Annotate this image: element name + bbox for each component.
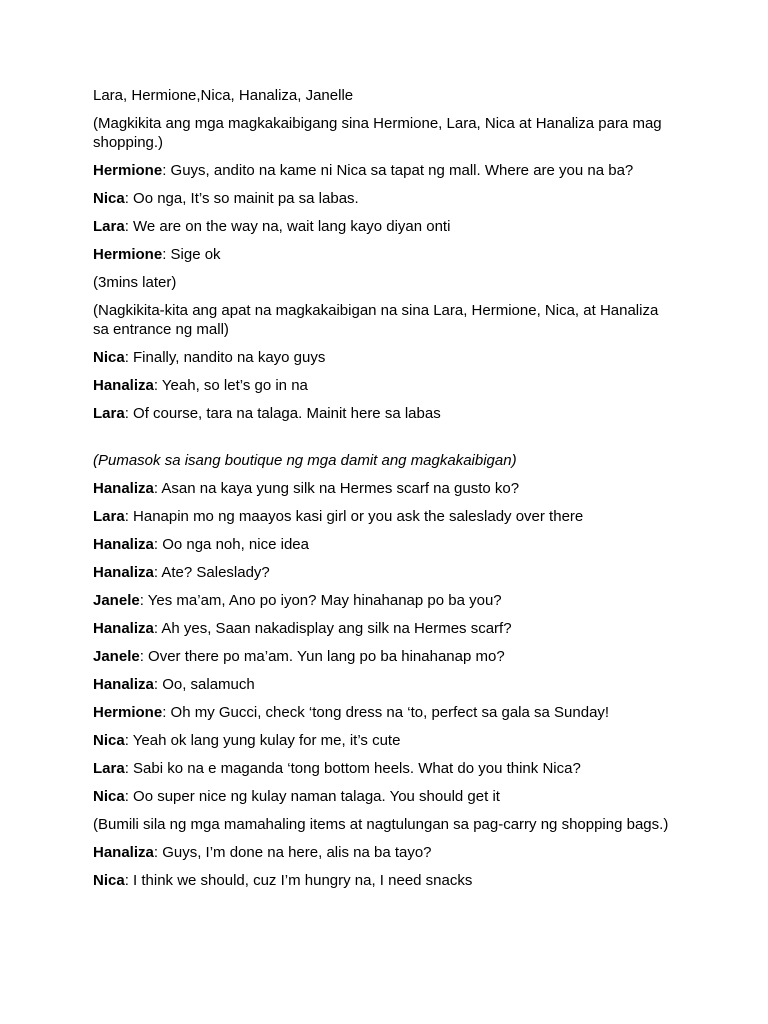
dialogue-text: : Guys, andito na kame ni Nica sa tapat ng mall. Where are you na ba?: [162, 162, 634, 179]
dialogue-line: [93, 703, 673, 722]
dialogue-text: : We are on the way na, wait lang kayo diyan onti: [124, 218, 451, 235]
speaker-name: Nica: [93, 349, 125, 366]
speaker-name: Hanaliza: [93, 377, 154, 394]
dialogue-line: [93, 348, 673, 367]
dialogue-line: [93, 376, 673, 395]
speaker-name: Hanaliza: [93, 676, 154, 693]
speaker-name: Hermione: [93, 162, 163, 179]
dialogue-text: : Ah yes, Saan nakadisplay ang silk na Hermes scarf?: [153, 620, 512, 637]
speaker-name: Hermione: [93, 246, 163, 263]
dialogue-text: : Oo nga noh, nice idea: [153, 536, 309, 553]
stage-direction-italic: (Pumasok sa isang boutique ng mga damit ang magkakaibigan): [93, 452, 517, 469]
dialogue-line: [93, 871, 673, 890]
dialogue-text: : Oo, salamuch: [153, 676, 255, 693]
dialogue-line: [93, 787, 673, 806]
dialogue-text: : Hanapin mo ng maayos kasi girl or you ask the saleslady over there: [124, 508, 584, 525]
dialogue-text: : Sabi ko na e maganda ‘tong bottom heels. What do you think Nica?: [124, 760, 581, 777]
dialogue-line: [93, 563, 673, 582]
speaker-name: Hanaliza: [93, 480, 154, 497]
speaker-name: Hermione: [93, 704, 163, 721]
dialogue-text: : I think we should, cuz I’m hungry na, I need snacks: [124, 872, 473, 889]
dialogue-line: [93, 161, 673, 180]
speaker-name: Nica: [93, 872, 125, 889]
speaker-name: Nica: [93, 190, 125, 207]
script-page: [93, 86, 673, 899]
speaker-name: Hanaliza: [93, 844, 154, 861]
speaker-name: Nica: [93, 788, 125, 805]
speaker-name: Hanaliza: [93, 564, 154, 581]
dialogue-line: [93, 404, 673, 423]
dialogue-line: [93, 245, 673, 264]
dialogue-line: [93, 591, 673, 610]
dialogue-text: : Yeah ok lang yung kulay for me, it’s cute: [124, 732, 401, 749]
dialogue-text: : Finally, nandito na kayo guys: [124, 349, 326, 366]
dialogue-line: [93, 647, 673, 666]
stage-direction: (Nagkikita-kita ang apat na magkakaibigan na sina Lara, Hermione, Nica, at Hanaliza sa entrance ng mall): [93, 302, 659, 338]
speaker-name: Lara: [93, 218, 125, 235]
dialogue-line: [93, 217, 673, 236]
dialogue-line: [93, 535, 673, 554]
dialogue-text: : Yeah, so let’s go in na: [153, 377, 308, 394]
stage-direction: (Magkikita ang mga magkakaibigang sina Hermione, Lara, Nica at Hanaliza para mag shopping.): [93, 115, 662, 151]
dialogue-text: : Of course, tara na talaga. Mainit here sa labas: [124, 405, 441, 422]
dialogue-text: : Ate? Saleslady?: [153, 564, 270, 581]
dialogue-line: [93, 843, 673, 862]
dialogue-text: : Oo nga, It’s so mainit pa sa labas.: [124, 190, 359, 207]
speaker-name: Hanaliza: [93, 536, 154, 553]
speaker-name: Lara: [93, 508, 125, 525]
dialogue-line: [93, 759, 673, 778]
speaker-name: Janele: [93, 592, 140, 609]
stage-direction: (3mins later): [93, 274, 177, 291]
dialogue-text: : Oh my Gucci, check ‘tong dress na ‘to, perfect sa gala sa Sunday!: [162, 704, 610, 721]
speaker-name: Hanaliza: [93, 620, 154, 637]
dialogue-text: : Over there po ma’am. Yun lang po ba hinahanap mo?: [139, 648, 505, 665]
speaker-name: Lara: [93, 760, 125, 777]
speaker-name: Lara: [93, 405, 125, 422]
speaker-name: Janele: [93, 648, 140, 665]
dialogue-line: [93, 479, 673, 498]
dialogue-line: [93, 731, 673, 750]
dialogue-text: : Yes ma’am, Ano po iyon? May hinahanap po ba you?: [139, 592, 502, 609]
speaker-name: Nica: [93, 732, 125, 749]
cast-line: Lara, Hermione,Nica, Hanaliza, Janelle: [93, 87, 354, 104]
dialogue-text: : Sige ok: [162, 246, 221, 263]
dialogue-line: [93, 619, 673, 638]
dialogue-text: : Asan na kaya yung silk na Hermes scarf na gusto ko?: [153, 480, 520, 497]
stage-direction: (Bumili sila ng mga mamahaling items at nagtulungan sa pag-carry ng shopping bags.): [93, 816, 669, 833]
dialogue-line: [93, 189, 673, 208]
dialogue-text: : Oo super nice ng kulay naman talaga. You should get it: [124, 788, 500, 805]
dialogue-text: : Guys, I’m done na here, alis na ba tayo?: [153, 844, 432, 861]
dialogue-line: [93, 675, 673, 694]
dialogue-line: [93, 507, 673, 526]
